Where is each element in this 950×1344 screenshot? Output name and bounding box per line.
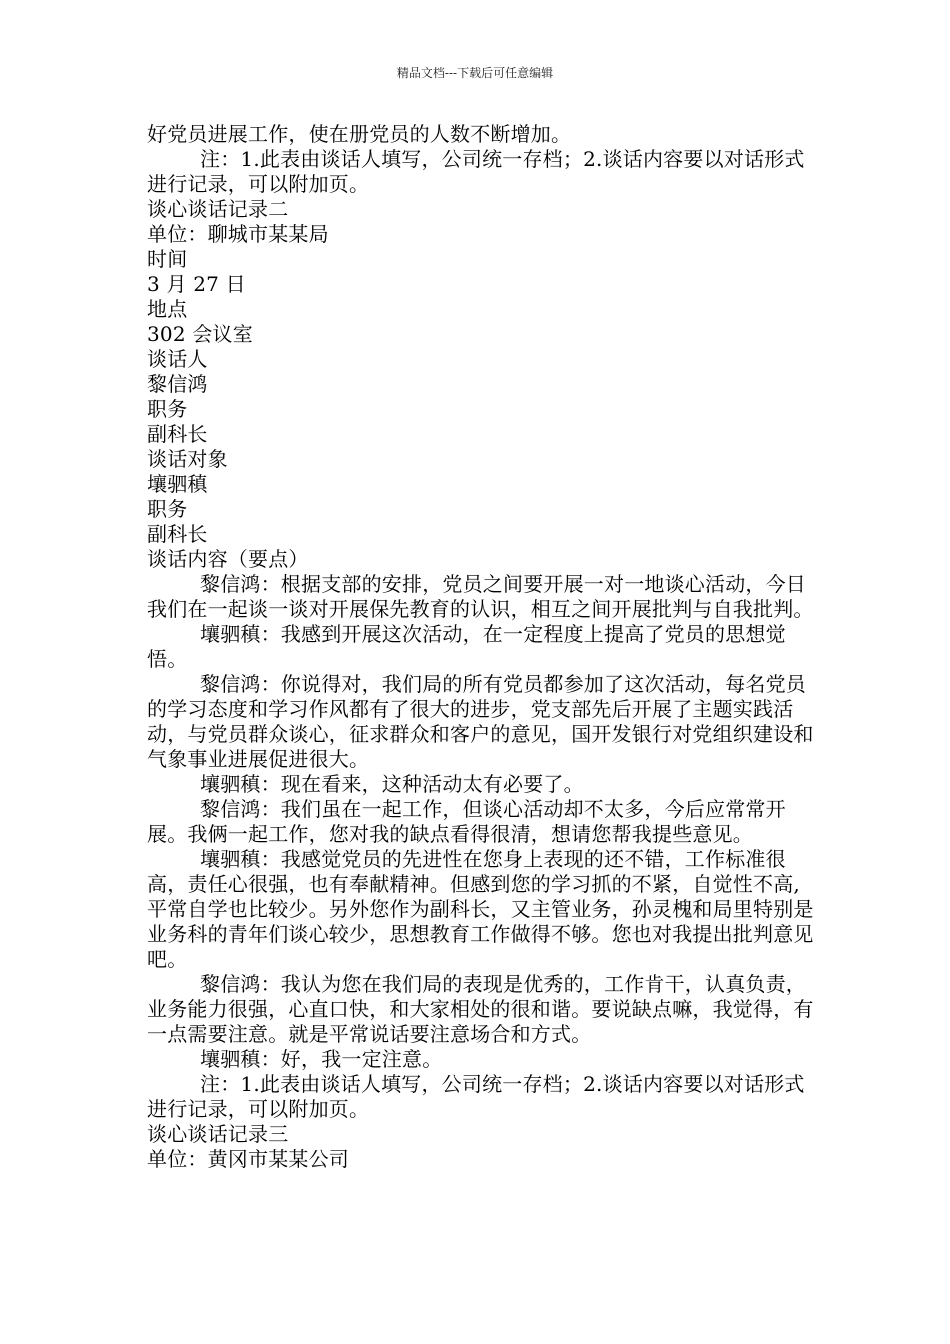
- dialogue-paragraph: 壤驷稹：我感到开展这次活动，在一定程度上提高了党员的思想觉悟。: [147, 622, 786, 671]
- field-value-target: 壤驷稹: [147, 472, 208, 496]
- field-label-target-position: 职务: [147, 497, 188, 521]
- field-label-position: 职务: [147, 397, 188, 421]
- field-label-content: 谈话内容（要点）: [147, 547, 309, 571]
- section-title: 谈心谈话记录三: [147, 1122, 289, 1146]
- dialogue-paragraph: 黎信鸿：我们虽在一起工作，但谈心活动却不太多，今后应常常开展。我俩一起工作，您对我的缺点看得很清，想请您帮我提些意见。: [147, 797, 786, 846]
- section-title: 谈心谈话记录二: [147, 197, 289, 221]
- unit-line: 单位：聊城市某某局: [147, 222, 329, 246]
- field-label-target: 谈话对象: [147, 447, 228, 471]
- field-value-speaker: 黎信鸿: [147, 372, 208, 396]
- field-value-position: 副科长: [147, 422, 208, 446]
- field-value-place: 302 会议室: [147, 322, 253, 346]
- field-label-time: 时间: [147, 247, 188, 271]
- unit-line: 单位：黄冈市某某公司: [147, 1147, 349, 1171]
- page-header: 精品文档---下载后可任意编辑: [396, 66, 554, 80]
- field-label-place: 地点: [147, 297, 188, 321]
- note-paragraph: 注：1.此表由谈话人填写，公司统一存档；2.谈话内容要以对话形式进行记录，可以附加页。: [147, 147, 805, 196]
- note-paragraph: 注：1.此表由谈话人填写，公司统一存档；2.谈话内容要以对话形式进行记录，可以附加页。: [147, 1072, 805, 1121]
- document-body: [147, 122, 817, 1172]
- dialogue-paragraph: 壤驷稹：好，我一定注意。: [200, 1047, 443, 1071]
- dialogue-paragraph: 黎信鸿：根据支部的安排，党员之间要开展一对一地谈心活动，今日我们在一起谈一谈对开展保先教育的认识，相互之间开展批判与自我批判。: [147, 572, 814, 621]
- dialogue-paragraph: 壤驷稹：现在看来，这种活动太有必要了。: [200, 772, 584, 796]
- dialogue-paragraph: 黎信鸿：我认为您在我们局的表现是优秀的，工作肯干，认真负责，业务能力很强，心直口快，和大家相处的很和谐。要说缺点嘛，我觉得，有一点需要注意。就是平常说话要注意场合和方式。: [147, 972, 814, 1046]
- field-value-time: 3 月 27 日: [147, 272, 246, 296]
- field-label-speaker: 谈话人: [147, 347, 208, 371]
- dialogue-paragraph: 黎信鸿：你说得对，我们局的所有党员都参加了这次活动，每名党员的学习态度和学习作风都有了很大的进步，党支部先后开展了主题实践活动，与党员群众谈心，征求群众和客户的意见，国开发银行对党组织建设和气象事业进展促进很大。: [147, 672, 814, 771]
- field-value-target-position: 副科长: [147, 522, 208, 546]
- paragraph: 好党员进展工作，使在册党员的人数不断增加。: [147, 122, 572, 146]
- dialogue-paragraph: 壤驷稹：我感觉党员的先进性在您身上表现的还不错，工作标准很高，责任心很强，也有奉献精神。但感到您的学习抓的不紧，自觉性不高,平常自学也比较少。另外您作为副科长，又主管业务，孙灵槐和局里特别是业务科的青年们谈心较少，思想教育工作做得不够。您也对我提出批判意见吧。: [147, 847, 814, 971]
